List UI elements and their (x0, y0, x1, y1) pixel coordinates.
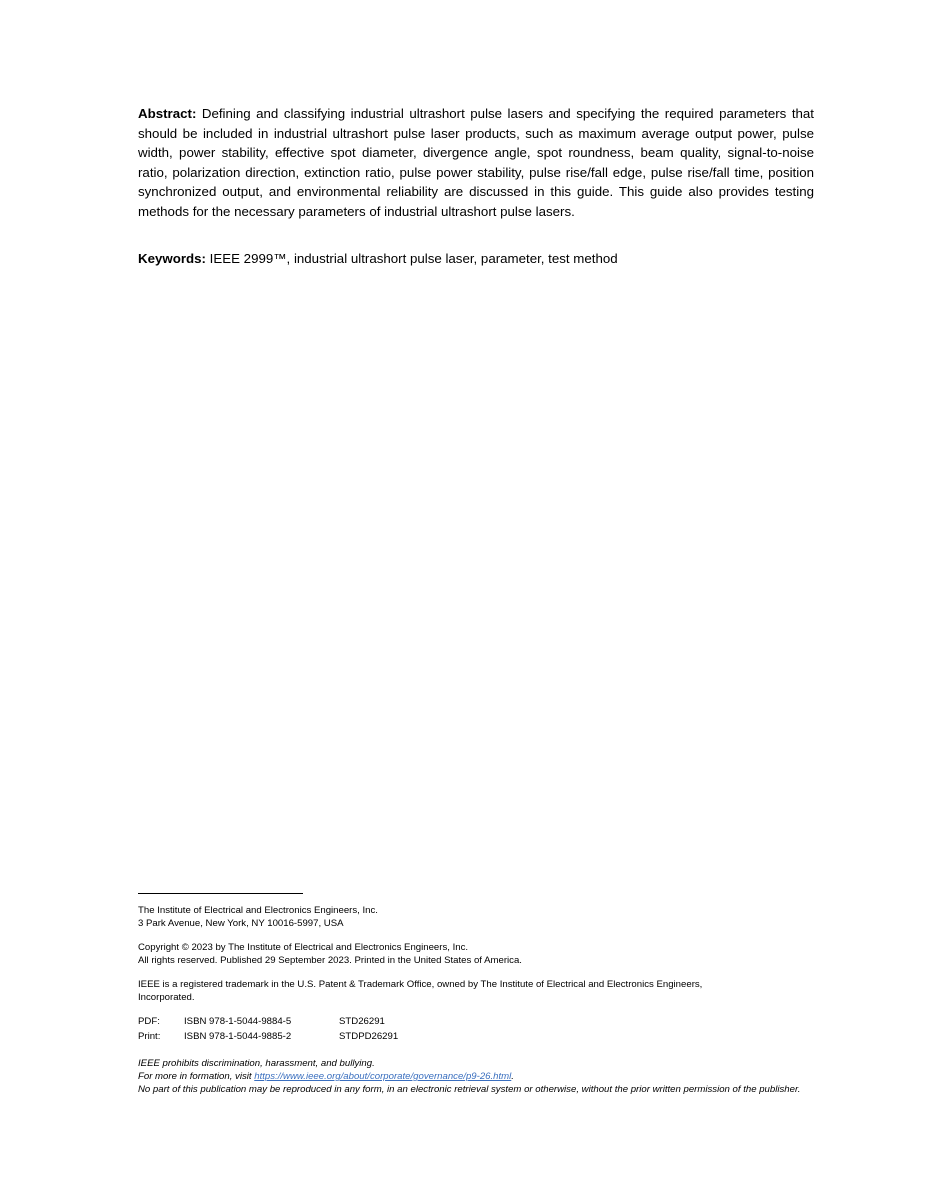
copyright-line: Copyright © 2023 by The Institute of Electrical and Electronics Engineers, Inc. (138, 942, 469, 953)
discrimination-policy-line: IEEE prohibits discrimination, harassment, and bullying. (138, 1058, 375, 1069)
page-footer (138, 893, 818, 1096)
copyright-info (138, 941, 818, 967)
trademark-info (138, 978, 818, 1004)
isbn-number-print: ISBN 978-1-5044-9885-2 (184, 1031, 292, 1042)
keywords-label: Keywords: (138, 250, 206, 266)
policy-link-suffix: . (511, 1071, 514, 1082)
abstract-body: Defining and classifying industrial ultrashort pulse lasers and specifying the required parameters that should be included in industrial ultrashort pulse laser products, such as maximum average output power, pulse width, power stability, effective spot diameter, divergence angle, spot roundness, beam quality, signal-to-noise ratio, polarization direction, extinction ratio, pulse power stability, pulse rise/fall edge, pulse rise/fall time, position synchronized output, and environmental reliability are discussed in this guide. This guide also provides testing methods for the necessary parameters of industrial ultrashort pulse lasers. (138, 106, 814, 219)
abstract-label: Abstract: (138, 106, 197, 121)
publisher-address: 3 Park Avenue, New York, NY 10016-5997, USA (138, 918, 344, 929)
abstract-section (138, 104, 814, 268)
keywords-body: IEEE 2999™, industrial ultrashort pulse laser, parameter, test method (205, 250, 618, 266)
isbn-code-print: STDPD26291 (339, 1031, 399, 1042)
isbn-format-pdf: PDF: (138, 1016, 160, 1027)
trademark-line-2: Incorporated. (138, 992, 195, 1003)
rights-line: All rights reserved. Published 29 September 2023. Printed in the United States of America. (138, 955, 522, 966)
keywords-paragraph (138, 222, 814, 269)
reproduction-notice: No part of this publication may be reproduced in any form, in an electronic retrieval system or otherwise, without the prior written permission of the publisher. (138, 1084, 801, 1095)
trademark-line-1: IEEE is a registered trademark in the U.S. Patent & Trademark Office, owned by The Institute of Electrical and Electronics Engineers, (138, 979, 703, 990)
isbn-number-pdf: ISBN 978-1-5044-9884-5 (184, 1016, 292, 1027)
policy-link-line (138, 1070, 818, 1083)
abstract-paragraph (138, 104, 814, 222)
isbn-table (138, 1015, 398, 1045)
isbn-code-pdf: STD26291 (339, 1016, 385, 1027)
isbn-format-print: Print: (138, 1031, 161, 1042)
table-row (138, 1030, 398, 1045)
table-row (138, 1015, 398, 1030)
policy-link[interactable]: https://www.ieee.org/about/corporate/governance/p9-26.html (254, 1071, 512, 1082)
policy-link-prefix: For more in formation, visit (138, 1071, 255, 1082)
publisher-name: The Institute of Electrical and Electronics Engineers, Inc. (138, 905, 378, 916)
footer-divider (138, 893, 303, 894)
publisher-info (138, 904, 818, 930)
legal-notice (138, 1057, 818, 1096)
